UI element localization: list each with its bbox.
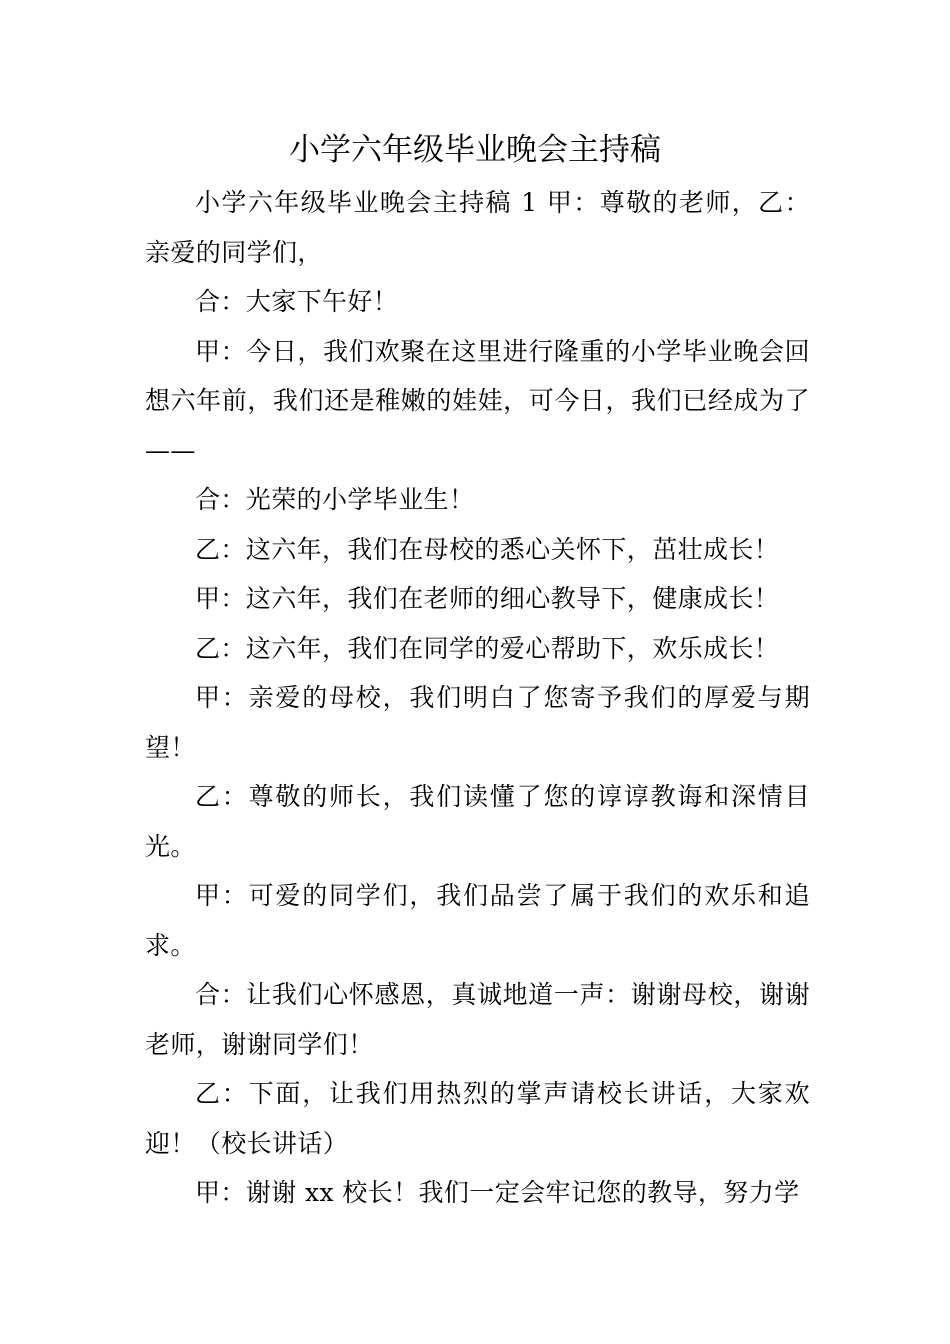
paragraph: 乙：这六年，我们在母校的悉心关怀下，茁壮成长！ [195,534,780,564]
paragraph: 乙：下面，让我们用热烈的掌声请校长讲话，大家欢迎！（校长讲话） [145,1079,810,1158]
paragraph: 甲：谢谢 xx 校长！我们一定会牢记您的教导，努力学 [195,1178,800,1207]
paragraph: 甲：可爱的同学们，我们品尝了属于我们的欢乐和追求。 [145,881,810,960]
document-body [145,178,810,1218]
document-title: 小学六年级毕业晚会主持稿 [289,132,661,168]
paragraph: 乙：这六年，我们在同学的爱心帮助下，欢乐成长！ [195,633,780,663]
paragraph: 合：让我们心怀感恩，真诚地道一声：谢谢母校，谢谢老师，谢谢同学们！ [145,980,810,1059]
paragraph: 乙：尊敬的师长，我们读懂了您的谆谆教诲和深情目光。 [145,782,810,861]
paragraph: 甲：今日，我们欢聚在这里进行隆重的小学毕业晚会回想六年前，我们还是稚嫩的娃娃，可今日，我们已经成为了—— [145,336,810,465]
paragraph: 小学六年级毕业晚会主持稿 1 甲：尊敬的老师，乙：亲爱的同学们， [145,188,810,267]
paragraph: 合：大家下午好！ [195,287,399,316]
paragraph: 合：光荣的小学毕业生！ [195,485,475,514]
paragraph: 甲：亲爱的母校，我们明白了您寄予我们的厚爱与期望！ [145,683,810,762]
paragraph: 甲：这六年，我们在老师的细心教导下，健康成长！ [195,584,780,613]
